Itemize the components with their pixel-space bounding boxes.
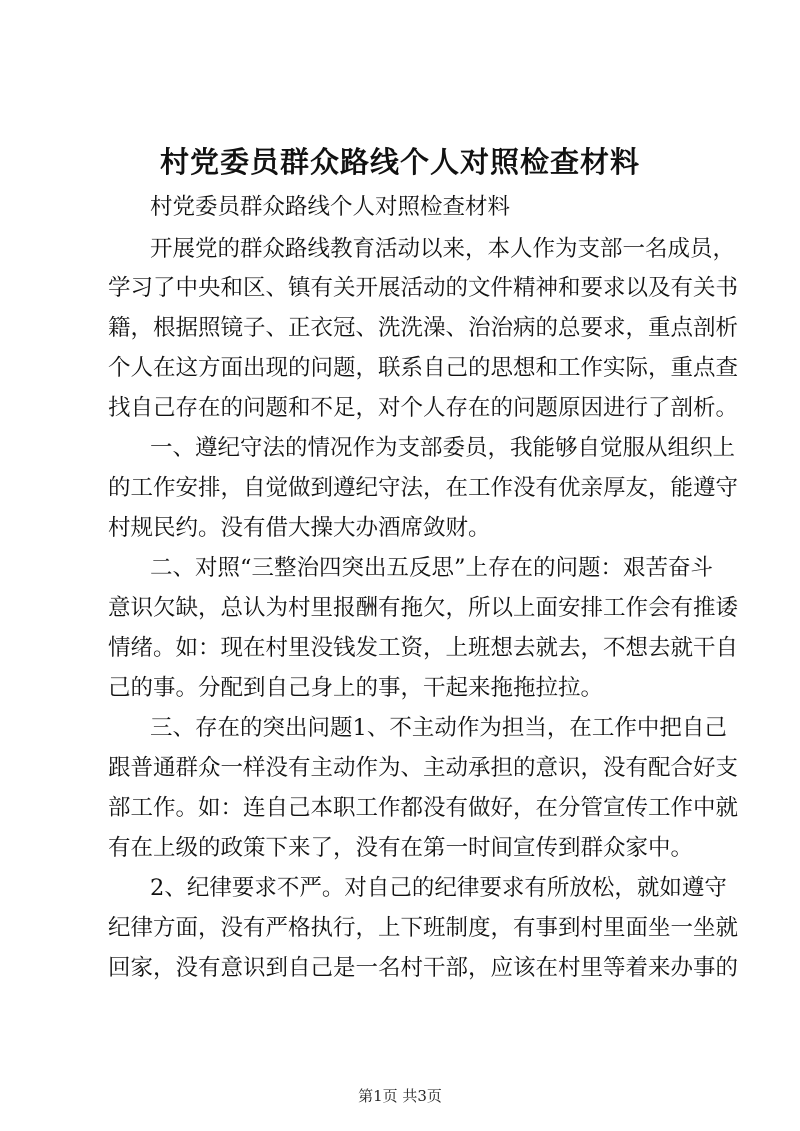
paragraph-line: 己的事。分配到自己身上的事，干起来拖拖拉拉。 — [108, 675, 604, 701]
document-title: 村党委员群众路线个人对照检查材料 — [159, 145, 640, 179]
paragraph-line: 2、纪律要求不严。对自己的纪律要求有所放松，就如遵守 — [150, 875, 727, 901]
paragraph-line: 一、遵纪守法的情况作为支部委员，我能够自觉服从组织上 — [150, 435, 736, 461]
paragraph-line: 学习了中央和区、镇有关开展活动的文件精神和要求以及有关书 — [108, 275, 739, 301]
paragraph-line: 意识欠缺，总认为村里报酬有拖欠，所以上面安排工作会有推诿 — [108, 595, 739, 621]
page-number-footer: 第1页 共3页 — [358, 1087, 442, 1105]
paragraph-line: 找自己存在的问题和不足，对个人存在的问题原因进行了剖析。 — [108, 395, 739, 421]
paragraph-line: 个人在这方面出现的问题，联系自己的思想和工作实际，重点查 — [108, 355, 739, 381]
paragraph-line: 籍，根据照镜子、正衣冠、洗洗澡、治治病的总要求，重点剖析 — [108, 315, 739, 341]
paragraph-line: 部工作。如：连自己本职工作都没有做好，在分管宣传工作中就 — [108, 795, 739, 821]
paragraph-line: 情绪。如：现在村里没钱发工资，上班想去就去，不想去就干自 — [108, 635, 739, 661]
paragraph-line: 二、对照“三整治四突出五反思”上存在的问题：艰苦奋斗 — [150, 555, 714, 581]
paragraph-line: 纪律方面，没有严格执行，上下班制度，有事到村里面坐一坐就 — [108, 915, 739, 941]
paragraph-line: 回家，没有意识到自己是一名村干部，应该在村里等着来办事的 — [108, 955, 739, 981]
paragraph-line: 三、存在的突出问题1、不主动作为担当，在工作中把自己 — [150, 715, 727, 741]
paragraph-line: 跟普通群众一样没有主动作为、主动承担的意识，没有配合好支 — [108, 755, 739, 781]
paragraph-line: 开展党的群众路线教育活动以来，本人作为支部一名成员， — [150, 236, 736, 262]
paragraph-line: 有在上级的政策下来了，没有在第一时间宣传到群众家中。 — [108, 835, 694, 861]
paragraph-line: 的工作安排，自觉做到遵纪守法，在工作没有优亲厚友，能遵守 — [108, 475, 739, 501]
subtitle-line: 村党委员群众路线个人对照检查材料 — [150, 194, 511, 220]
paragraph-line: 村规民约。没有借大操大办酒席敛财。 — [108, 515, 491, 541]
